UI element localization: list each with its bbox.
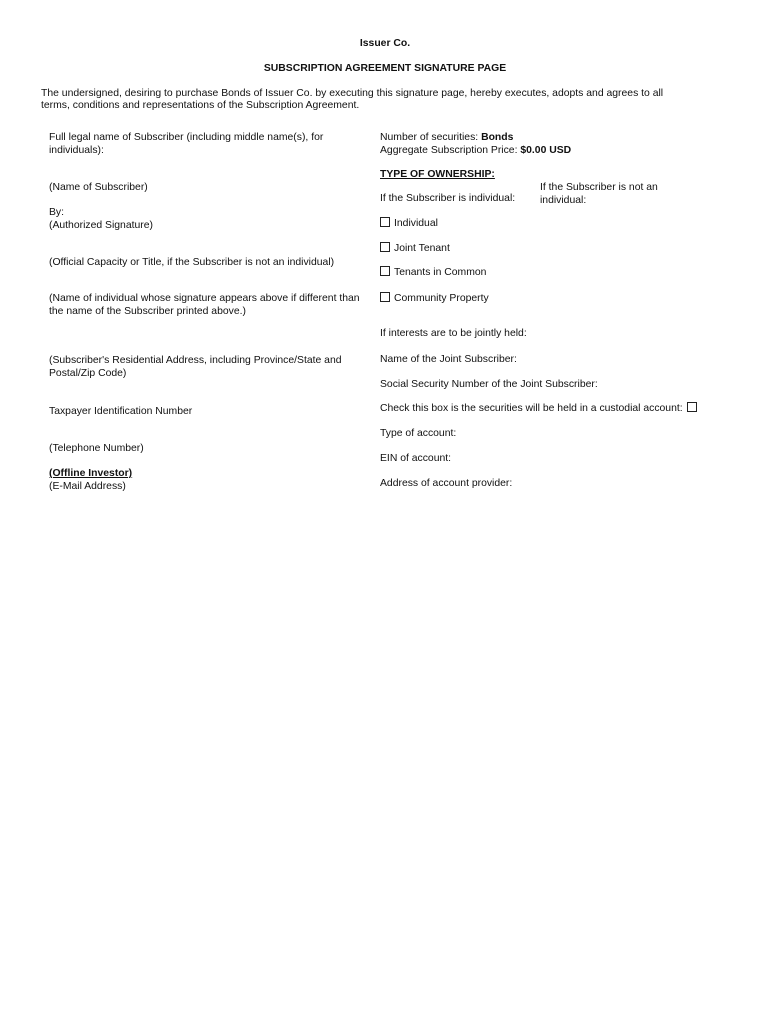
checkbox-icon[interactable] — [687, 402, 697, 412]
by-label: By: — [49, 207, 65, 218]
num-securities-value: Bonds — [481, 132, 514, 143]
full-name-label: Full legal name of Subscriber (including middle name(s), for — [49, 132, 324, 143]
ein-label: EIN of account: — [380, 453, 452, 464]
account-provider-address-label: Address of account provider: — [380, 478, 513, 489]
email-label: (E-Mail Address) — [49, 481, 126, 492]
if-not-individual-label: If the Subscriber is not an — [540, 182, 658, 193]
num-securities-label: Number of securities: — [380, 132, 479, 143]
custodial-account-row[interactable] — [380, 402, 697, 415]
type-of-ownership-heading: TYPE OF OWNERSHIP: — [380, 169, 495, 180]
issuer-name: Issuer Co. — [359, 38, 411, 49]
individual-name-label: (Name of individual whose signature appears above if different than — [49, 293, 360, 304]
option-community-property[interactable] — [380, 292, 489, 305]
checkbox-icon[interactable] — [380, 242, 390, 252]
jointly-held-label: If interests are to be jointly held: — [380, 328, 527, 339]
intro-line-2: terms, conditions and representations of the Subscription Agreement. — [41, 100, 360, 111]
aggregate-price-row — [380, 144, 571, 157]
option-label: Joint Tenant — [394, 243, 450, 254]
checkbox-icon[interactable] — [380, 292, 390, 302]
page-title: SUBSCRIPTION AGREEMENT SIGNATURE PAGE — [263, 63, 507, 74]
authorized-signature-label: (Authorized Signature) — [49, 220, 153, 231]
full-name-label-cont: individuals): — [49, 145, 104, 156]
option-individual[interactable] — [380, 217, 438, 230]
offline-investor-label: (Offline Investor) — [49, 468, 133, 479]
taxpayer-id-label: Taxpayer Identification Number — [49, 406, 193, 417]
residential-address-label: (Subscriber's Residential Address, including Province/State and — [49, 355, 342, 366]
residential-address-label-cont: Postal/Zip Code) — [49, 368, 127, 379]
joint-subscriber-name-label: Name of the Joint Subscriber: — [380, 354, 517, 365]
telephone-label: (Telephone Number) — [49, 443, 144, 454]
option-joint-tenant[interactable] — [380, 242, 450, 255]
if-individual-label: If the Subscriber is individual: — [380, 193, 516, 204]
num-securities-row — [380, 131, 513, 144]
option-label: Community Property — [394, 293, 489, 304]
custodial-account-label: Check this box is the securities will be held in a custodial account: — [380, 403, 683, 414]
official-capacity-label: (Official Capacity or Title, if the Subscriber is not an individual) — [49, 257, 335, 268]
individual-name-label-cont: the name of the Subscriber printed above.) — [49, 306, 246, 317]
name-of-subscriber-label: (Name of Subscriber) — [49, 182, 148, 193]
joint-subscriber-ssn-label: Social Security Number of the Joint Subscriber: — [380, 379, 598, 390]
checkbox-icon[interactable] — [380, 217, 390, 227]
type-of-account-label: Type of account: — [380, 428, 457, 439]
checkbox-icon[interactable] — [380, 266, 390, 276]
option-label: Individual — [394, 218, 438, 229]
if-not-individual-label-cont: individual: — [540, 195, 587, 206]
intro-line-1: The undersigned, desiring to purchase Bonds of Issuer Co. by executing this signature page, hereby executes, adopts and agrees to all — [41, 88, 664, 99]
option-tenants-in-common[interactable] — [380, 266, 486, 279]
aggregate-price-label: Aggregate Subscription Price: — [380, 145, 518, 156]
aggregate-price-value: $0.00 USD — [520, 145, 572, 156]
option-label: Tenants in Common — [394, 267, 487, 278]
